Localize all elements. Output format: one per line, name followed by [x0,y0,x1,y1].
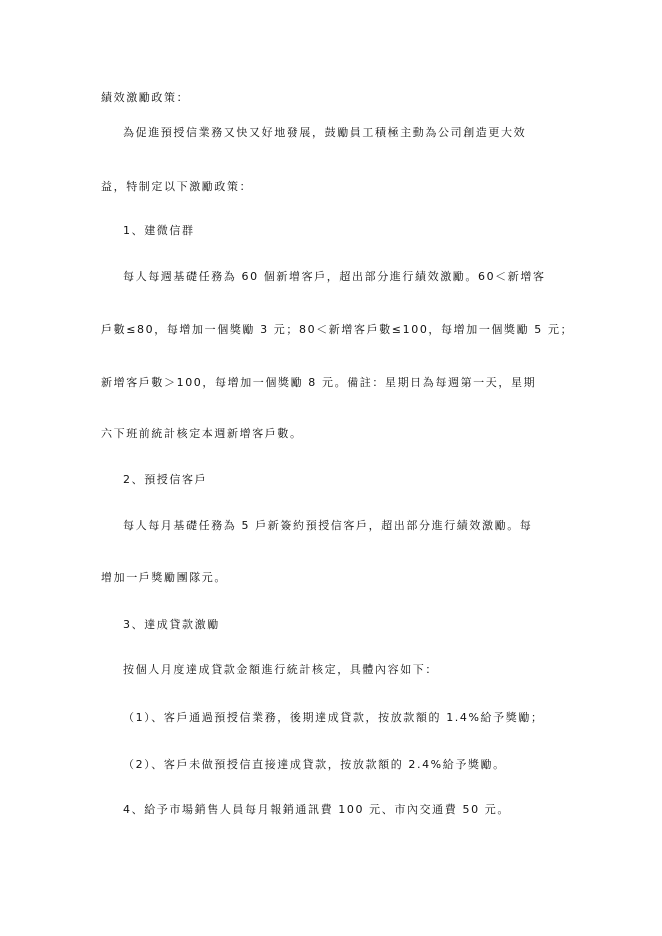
section-2-line-2: 增加一戶獎勵團隊元。 [101,571,227,584]
intro-line-2: 益，特制定以下激勵政策： [101,180,253,193]
section-3-intro: 按個人月度達成貸款金額進行統計核定，具體內容如下： [123,663,438,676]
section-1-title: 1、建微信群 [123,224,195,237]
section-3-item-2: （2）、客戶未做預授信直接達成貸款，按放款額的 2.4%給予獎勵。 [123,758,506,771]
section-1-line-3: 新增客戶數＞100，每增加一個獎勵 8 元。備註：星期日為每週第一天，星期 [101,376,537,389]
section-2-title: 2、預授信客戶 [123,473,208,486]
section-1-line-1: 每人每週基礎任務為 60 個新增客戶，超出部分進行績效激勵。60＜新增客 [123,270,546,283]
intro-line-1: 為促進預授信業務又快又好地發展，鼓勵員工積極主動為公司創造更大效 [123,126,527,139]
section-3-item-1: （1）、客戶通過預授信業務，後期達成貸款，按放款額的 1.4%給予獎勵； [123,711,544,724]
section-3-title: 3、達成貸款激勵 [123,618,220,631]
section-1-line-2: 戶數≤80，每增加一個獎勵 3 元；80＜新增客戶數≤100，每增加一個獎勵 5 元； [101,323,574,336]
section-2-line-1: 每人每月基礎任務為 5 戶新簽約預授信客戶，超出部分進行績效激勵。每 [123,519,533,532]
document-heading: 績效激勵政策： [101,91,190,104]
section-1-line-4: 六下班前統計核定本週新增客戶數。 [101,427,303,440]
section-4-title: 4、給予市場銷售人員每月報銷通訊費 100 元、市內交通費 50 元。 [123,803,510,816]
